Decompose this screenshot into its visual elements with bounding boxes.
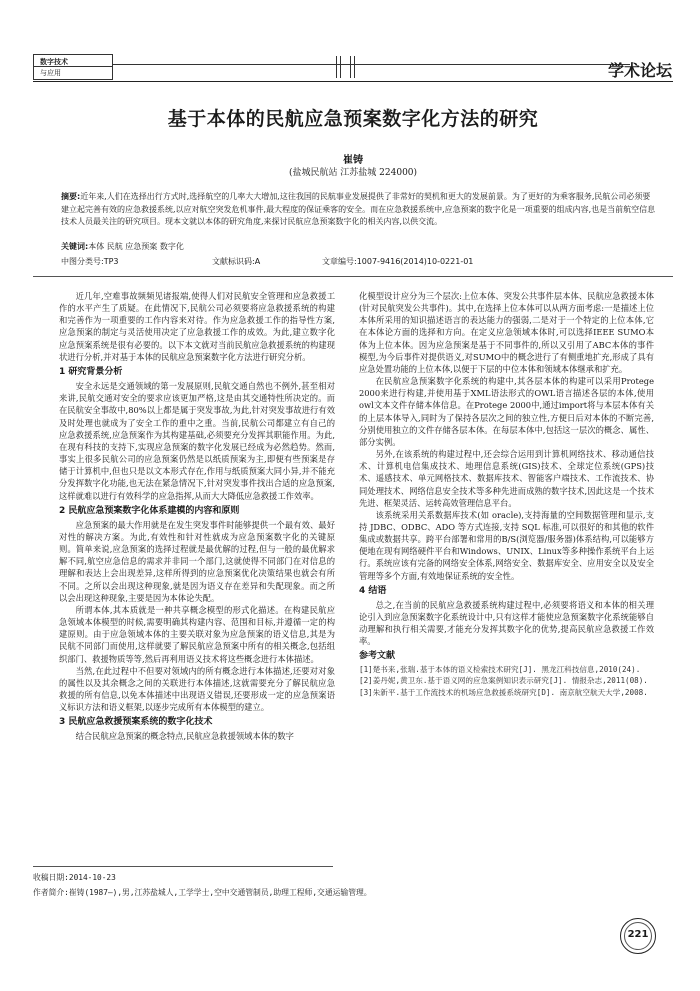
- abstract-label: 摘要:: [61, 192, 81, 201]
- body-paragraph: 结合民航应急预案的概念特点,民航应急救援领域本体的数字: [75, 731, 294, 742]
- header-rule: [112, 64, 630, 65]
- body-paragraph: 应急预案的最大作用就是在发生突发事件时能够提供一个最有效、最好对性的解决方案。为此,有效性和针对性就成为应急预案数字化的关键原则。简单来说,应急预案的选择过程就是最优解的过程,但与一般的最优解求解不同,航空应急信息的需求并非同一个部门,这就使得不同部门在对信息的理解和表达上会出现差异,这样所得到的应急预案优化决策结果也就会有所不同。之所以会出现这种现象,就是因为语义存在差异和失配现象。而之所以会出现这种现象,主要是因为本体论失配。: [59, 519, 335, 603]
- journal-logo-line2: 与应用: [40, 69, 61, 77]
- abstract-bottom-rule: [33, 276, 673, 277]
- journal-logo-line1: 数字技术: [40, 58, 68, 66]
- references-heading: 参考文献: [359, 650, 396, 661]
- keywords: [61, 241, 658, 252]
- page-number-badge: [620, 918, 656, 954]
- body-right-column: [359, 290, 654, 698]
- abstract-text: 近年来,人们在选择出行方式时,选择航空的几率大大增加,这往我国的民航事业发展提供了非常好的契机和更大的发展前景。为了更好的为乘客服务,民航公司必须要建立起完善有效的应急救援系统,以应对航空突发危机事件,最大程度的保证乘客的安全。而在应急救援系统中,应急预案的数字化是一项重要的组成内容,也是当前航空信息技术人员最关注的研究项目。现本文就以本体的研究角度,来探讨民航应急预案数字化的相关内容,以供交流。: [61, 192, 656, 226]
- body-paragraph: 化模型设计应分为三个层次:上位本体、突发公共事件层本体、民航应急救援本体(针对民航突发公共事件)。其中,在选择上位本体可以从两方面考虑:一是描述上位本体所采用的知识描述语言的表达能力的强弱,二是对于一个特定的上位本体,它在本体论方面的选择和方向。在定义应急领域本体时,可以选择IEEE SUMO本体为上位本体。因为应急预案是基于不同事件的,所以又引用了ABC本体的事件模型,为今后事件对提供语义,对SUMO中的概念进行了有侧重地扩充,形成了具有应急处置功能的上位本体,以便于下层的中位本体和领域本体继承和扩充。: [359, 291, 654, 374]
- keywords-text: 本体 民航 应急预案 数字化: [88, 242, 184, 251]
- abstract: [61, 191, 658, 229]
- clc-number: 中图分类号:TP3: [61, 257, 119, 266]
- journal-logo-divider: [34, 66, 112, 67]
- article-number: 文章编号:1007-9416(2014)10-0221-01: [322, 257, 474, 266]
- keywords-label: 关键词:: [61, 242, 89, 251]
- article-title: 基于本体的民航应急预案数字化方法的研究: [167, 108, 539, 130]
- footnote-rule: [33, 866, 333, 867]
- body-paragraph: 所谓本体,其本质就是一种共享概念模型的形式化描述。在构建民航应急领域本体模型的时候,需要明确其构建内容、范围和目标,并遵循一定的构建原则。由于应急领域本体的主要关联对象为应急预案的语义信息,其是为民航不同部门而使用,这样就要了解民航应急预案中所有的相关概念,包括组织部门、救援物质等等,然后再利用语义技术将这些概念进行本体描述。: [59, 604, 335, 664]
- reference-item: [2]姜丹妮,黄卫东.基于语义网的应急案例知识表示研究[J]. 情报杂志,2011(08).: [359, 676, 648, 686]
- author-bio: 作者简介:崔铸(1987—),男,江苏盐城人,工学学士,空中交通管制员,助理工程师,交通运输管理。: [33, 888, 372, 897]
- author-affiliation: (盐城民航站 江苏盐城 224000): [288, 168, 418, 178]
- body-paragraph: 在民航应急预案数字化系统的构建中,其各层本体的构建可以采用Protege 2000来进行构建,并使用基于XML语法形式的OWL语言描述各层的本体,使用owl文本文件存储本体信息。在Protege 2000中,通过import将与本层本体有关的上层本体导入,同时为了保持各层次之间的独立性,方便日后对本体的不断完善,分别使用独立的文件存储各层本体。在每层本体中,包括这一层次的概念、属性、部分实例。: [359, 376, 654, 447]
- header-bars-ornament: [336, 56, 358, 78]
- section-heading: 3 民航应急救援预案系统的数字化技术: [59, 717, 213, 728]
- body-paragraph: 当然,在此过程中不但要对领域内的所有概念进行本体描述,还要对对象的属性以及其余概念之间的关联进行本体描述,这就需要充分了解民航应急救援的所有信息,以免本体描述中出现语义错误,还要形成一定的应急预案语义标识方法和语义框架,以逐步完成所有本体模型的建立。: [59, 665, 335, 713]
- header-underline: [33, 81, 673, 82]
- section-heading: 4 结语: [359, 585, 387, 596]
- body-left-column: [59, 290, 335, 743]
- reference-item: [3]朱新平.基于工作流技术的机场应急救援系统研究[D]. 南京航空航天大学,2008.: [359, 687, 648, 697]
- section-name: 学术论坛: [607, 61, 672, 80]
- reference-item: [1]楚书来,张瑞.基于本体的语义检索技术研究[J]. 黑龙江科技信息,2010(24).: [359, 664, 641, 674]
- document-code: 文献标识码:A: [212, 257, 261, 266]
- section-heading: 1 研究背景分析: [59, 366, 123, 377]
- author-name: 崔铸: [343, 155, 363, 166]
- section-heading: 2 民航应急预案数字化体系建模的内容和原则: [59, 505, 240, 516]
- body-paragraph: 安全永远是交通领域的第一发展原则,民航交通自然也不例外,甚至相对来讲,民航交通对安全的要求应该更加严格,这是由其交通特性所决定的。而在民航安全事故中,80%以上都是属于突发事故,为此,针对突发事故进行有效及时处理也就成为了安全工作的重中之重。当前,民航公司都建立有自己的应急救援系统,应急预案作为其构建基础,必须要充分发挥其职能作用。为此,在现有科技的支持下,实现应急预案的数字化发展已经成为必然趋势。然而,事实上很多民航公司的应急预案仍然是以纸质预案为主,即便有些预案是存储于计算机中,但也只是以文本形式存在,作用与纸质预案大同小异,并不能充分发挥数字化功能,也无法在紧急情况下,针对突发事件找出合适的应急预案,这样就难以进行有效科学的应急指挥,从而大大降低应急救援工作效率。: [59, 381, 335, 501]
- body-paragraph: 该系统采用关系数据库技术(如 oracle),支持海量的空间数据管理和显示,支持 JDBC、ODBC、ADO 等方式连接,支持 SQL 标准,可以很好的和其他的软件集成或数据共享。跨平台部署和常用的B/S(浏览器/服务器)体系结构,可以能够方便地在现有网络硬件平台和Windows、UNIX、Linux等多种操作系统平台上运行。系统应该有完备的网络安全体系,网络安全、数据库安全、应用安全以及安全管理等多个方面,有效地保证系统的安全性。: [359, 509, 654, 581]
- received-date: 收稿日期:2014-10-23: [33, 873, 116, 882]
- journal-logo: [33, 54, 113, 80]
- page-number: 221: [627, 929, 649, 940]
- body-paragraph: 总之,在当前的民航应急救援系统构建过程中,必须要将语义和本体的相关理论引入到应急预案数字化系统设计中,只有这样才能使应急预案数字化系统能够自动理解和执行相关需要,才能充分发挥其数字化的优势,提高民航应急救援工作效率。: [359, 599, 654, 647]
- body-paragraph: 另外,在该系统的构建过程中,还会综合运用到计算机网络技术、移动通信技术、计算机电信集成技术、地理信息系统(GIS)技术、全球定位系统(GPS)技术、遥感技术、单元网格技术、数据库技术、智能客户端技术、工作流技术、协同处理技术、网络信息安全技术等多种先进而成熟的数字技术,因此这是一个技术先进、框架灵活、运转高效管理信息平台。: [359, 449, 654, 508]
- body-paragraph: 近几年,空难事故频频见诸报端,使得人们对民航安全管理和应急救援工作的水平产生了质疑。在此情况下,民航公司必须要将应急救援系统的构建和完善作为一项重要的工作内容来对待。作为应急救援工作的指导性方案,应急预案的制定与灵活使用决定了应急救援工作的成效。为此,建立数字化应急预案系统是很有必要的。以下本文就对当前民航应急救援系统的构建现状进行分析,并对基于本体的民航应急预案数字化方法进行研究分析。: [59, 291, 335, 362]
